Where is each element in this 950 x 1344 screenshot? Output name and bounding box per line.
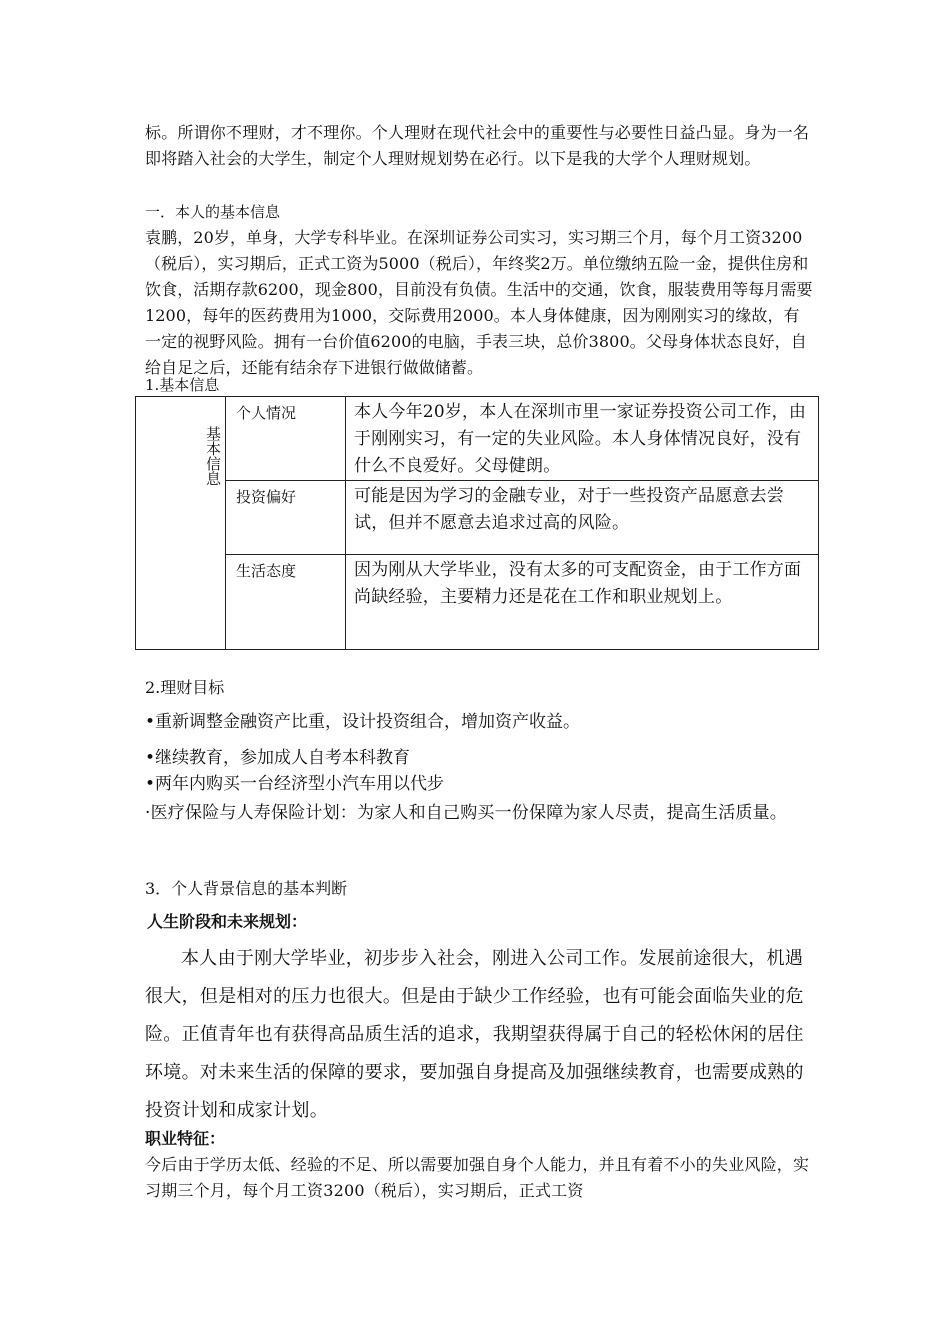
career-title: 职业特征： [145,1129,226,1148]
section-1-heading: 一．本人的基本信息 [145,203,281,221]
table-row-label: 生活态度 [226,555,346,650]
table-row-label: 个人情况 [226,397,346,481]
basic-info-table [135,396,819,650]
career-paragraph: 今后由于学历太低、经验的不足、所以需要加强自身个人能力，并且有着不小的失业风险，实习期三个月，每个月工资3200（税后），实习期后，正式工资 [145,1155,810,1200]
table-group-cell [136,397,226,650]
section-2-heading: 2.理财目标 [145,678,225,697]
list-item: •两年内购买一台经济型小汽车用以代步 [145,774,445,794]
insurance-plan-paragraph: ·医疗保险与人寿保险计划：为家人和自己购买一份保障为家人尽责，提高生活质量。 [145,803,788,823]
list-item: •继续教育，参加成人自考本科教育 [145,748,411,768]
life-stage-title: 人生阶段和未来规划： [147,912,308,931]
list-item: •重新调整金融资产比重，设计投资组合，增加资产收益。 [145,712,581,732]
table-row-value: 本人今年20岁，本人在深圳市里一家证券投资公司工作，由于刚刚实习，有一定的失业风险。本人身体情况良好，没有什么不良爱好。父母健朗。 [346,397,819,481]
table-group-label: 基本信息 [204,426,222,486]
intro-paragraph: 标。所谓你不理财，才不理你。个人理财在现代社会中的重要性与必要性日益凸显。身为一名即将踏入社会的大学生，制定个人理财规划势在必行。以下是我的大学个人理财规划。 [145,123,810,168]
basic-info-paragraph: 袁鹏，20岁，单身，大学专科毕业。在深圳证券公司实习，实习期三个月，每个月工资3200（税后），实习期后，正式工资为5000（税后），年终奖2万。单位缴纳五险一金，提供住房和饮食，活期存款6200，现金800，目前没有负债。生活中的交通，饮食，服装费用等每月需要1200，每年的医药费用为1000，交际费用2000。本人身体健康，因为刚刚实习的缘故，有一定的视野风险。拥有一台价值6200的电脑，手表三块，总价3800。父母身体状态良好，自给自足之后，还能有结余存下进银行做做储蓄。 [145,228,813,377]
table-row-value: 因为刚从大学毕业，没有太多的可支配资金，由于工作方面尚缺经验，主要精力还是花在工作和职业规划上。 [346,555,819,650]
table-row-label: 投资偏好 [226,481,346,555]
life-stage-paragraph: 本人由于刚大学毕业，初步步入社会，刚进入公司工作。发展前途很大，机遇很大，但是相对的压力也很大。但是由于缺少工作经验，也有可能会面临失业的危险。正值青年也有获得高品质生活的追求，我期望获得属于自己的轻松休闲的居住环境。对未来生活的保障的要求，要加强自身提高及加强继续教育，也需要成熟的投资计划和成家计划。 [145,948,804,1121]
table-row-value: 可能是因为学习的金融专业，对于一些投资产品愿意去尝试，但并不愿意去追求过高的风险。 [346,481,819,555]
section-3-heading: 3．个人背景信息的基本判断 [145,879,348,898]
basic-info-subheading: 1.基本信息 [145,376,220,394]
